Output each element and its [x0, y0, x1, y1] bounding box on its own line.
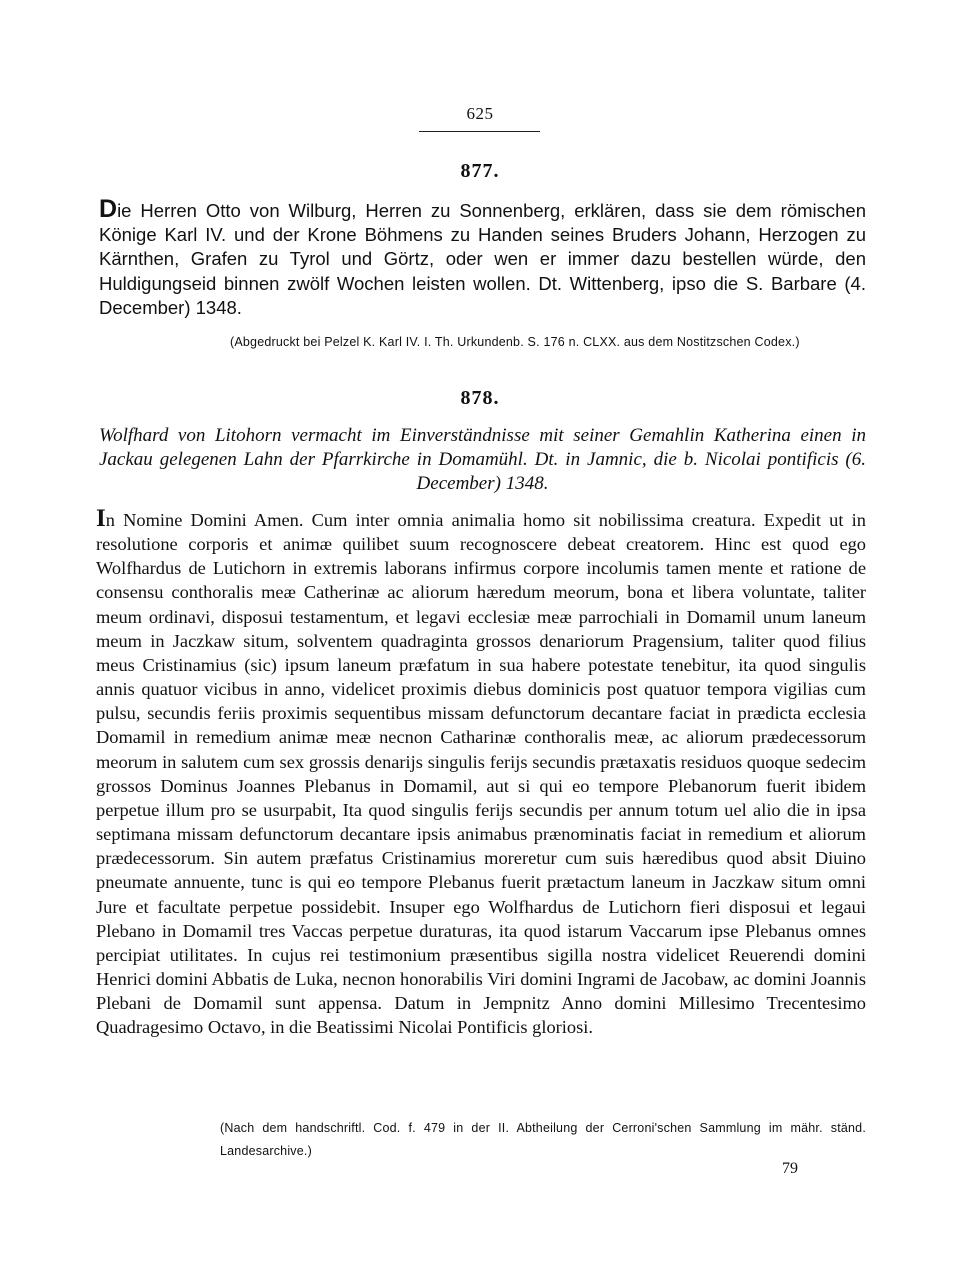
- sheet-number: 79: [782, 1160, 798, 1177]
- document-number-877: 877.: [460, 160, 500, 182]
- page-number: 625: [466, 104, 494, 123]
- dropcap-877: D: [99, 195, 118, 223]
- dropcap-878: I: [96, 505, 106, 532]
- source-note-877: (Abgedruckt bei Pelzel K. Karl IV. I. Th. Urkundenb. S. 176 n. CLXX. aus dem Nostitzschen Codex.): [230, 335, 800, 349]
- document-number-878: 878.: [460, 387, 500, 409]
- regest-878: Wolfhard von Litohorn vermacht im Einverständnisse mit seiner Gemahlin Katherina einen in Jackau gelegenen Lahn der Pfarrkirche in Domamühl. Dt. in Jamnic, die b. Nicolai pontificis (6. December) 1348.: [99, 425, 866, 495]
- regest-877-text: ie Herren Otto von Wilburg, Herren zu Sonnenberg, erklären, dass sie dem römischen Könige Karl IV. und der Krone Böhmens zu Handen seines Bruders Johann, Herzogen zu Kärnthen, Grafen zu Tyrol und Görtz, oder wen er immer dazu bestellen würde, den Huldigungseid binnen zwölf Wochen leisten wollen. Dt. Wittenberg, ipso die S. Barbare (4. December) 1348.: [99, 200, 866, 318]
- charter-text-878-body: n Nomine Domini Amen. Cum inter omnia animalia homo sit nobilissima creatura. Expedit ut in resolutione corporis et animæ quilibet suum recognoscere debeat creatorem. Hinc est quod ego Wolfhardus de Lutichorn in extremis laborans infirmus corpore incolumis tamen mente et ratione de consensu conthoralis meæ Catherinæ ac aliorum hæredum meorum, bona et libera voluntate, taliter meum ordinavi, disposui testamentum, et legavi ecclesiæ meæ parrochiali in Domamil unum laneum meum in Jaczkaw situm, solventem quadraginta grossos denariorum Pragensium, taliter quod filius meus Cristinamius (sic) ipsum laneum præfatum in sua habere potestate tenebitur, ita quod singulis annis quatuor vicibus in anno, videlicet proximis diebus dominicis post quatuor tempora vigilias cum pulsu, secundis feriis proximis sequentibus missam defunctorum decantare faciat in prædicta ecclesia Domamil in remedium animæ meæ necnon Catharinæ conthoralis meæ, ac aliorum prædecessorum meorum in salutem cum sex grossis denarijs singulis ferijs secundis prætaxatis residuos quoque sedecim grossos Dominus Joannes Plebanus in Domamil, aut si qui eo tempore Plebanorum fuerit ibidem perpetue illum pro se usurpabit, Ita quod singulis ferijs secundis per annum totum uel alio die in ipsa septimana missam defunctorum decantare ipsis animabus prænominatis faciat in remedium et aliorum prædecessorum. Sin autem præfatus Cristinamius moreretur cum suis hæredibus quod absit Diuino pneumate annuente, tunc is qui eo tempore Plebanus fuerit prætactum laneum in Jaczkaw situm omni Jure et facultate perpetue possidebit. Insuper ego Wolfhardus de Lutichorn fieri disposui et legaui Plebano in Domamil tres Vaccas perpetue duraturas, ita quod istarum Vaccarum ipse Plebanus omnes percipiat utilitates. In cujus rei testimonium præsentibus sigilla nostra videlicet Reuerendi domini Henrici domini Abbatis de Luka, necnon honorabilis Viri domini Ingrami de Jacobaw, ac domini Joannis Plebani de Domamil sunt appensa. Datum in Jempnitz Anno domini Millesimo Trecentesimo Quadragesimo Octavo, in die Beatissimi Nicolai Pontificis gloriosi.: [96, 510, 866, 1038]
- charter-text-878: [96, 506, 866, 1039]
- source-note-878: (Nach dem handschriftl. Cod. f. 479 in der II. Abtheilung der Cerroni'schen Sammlung im mähr. ständ. Landesarchive.): [220, 1121, 866, 1158]
- header-rule: [419, 131, 540, 132]
- regest-877: [99, 197, 866, 320]
